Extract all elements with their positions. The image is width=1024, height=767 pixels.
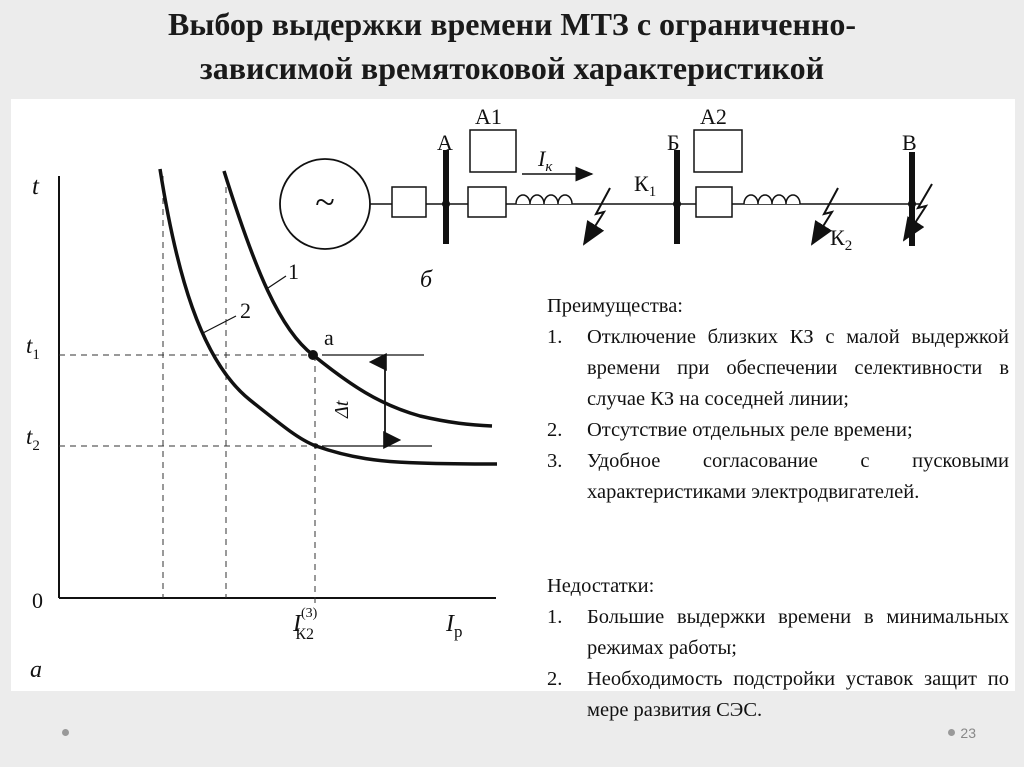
list-text: Необходимость подстройки уставок защит по мере развития СЭС.	[587, 668, 1009, 721]
breaker-3	[696, 187, 732, 217]
origin-label: 0	[32, 588, 43, 613]
list-item	[547, 446, 1009, 508]
nav-dot-left[interactable]	[62, 729, 69, 736]
point-a-label: a	[324, 325, 334, 350]
list-item	[547, 602, 1009, 664]
curve-2-label: 2	[240, 298, 251, 323]
fault-k1-label: $К_1$	[634, 171, 657, 200]
list-number: 2.	[547, 668, 563, 690]
graph-panel-label: a	[30, 657, 42, 683]
list-text: Большие выдержки времени в минимальных режимах работы;	[587, 606, 1009, 659]
relay-a2	[694, 130, 742, 172]
bus-b-label: Б	[667, 130, 680, 155]
disadvantages-heading: Недостатки:	[547, 575, 655, 597]
fault-current-arrow-label: $I_к$	[538, 146, 553, 175]
page-number: 23	[960, 725, 976, 741]
nav-dot-right[interactable]	[948, 729, 955, 736]
reactor-2	[744, 195, 800, 204]
breaker-1	[392, 187, 426, 217]
relay-a2-label: А2	[700, 104, 727, 129]
curve-1-label: 1	[288, 259, 299, 284]
bus-v-label: В	[902, 130, 917, 155]
delta-t-label: Δt	[331, 400, 353, 418]
fault-symbol-1	[584, 188, 610, 244]
breaker-2	[468, 187, 506, 217]
time-current-graph	[26, 169, 497, 683]
reactor-1	[516, 195, 572, 204]
generator-symbol: ~	[315, 182, 335, 222]
list-number: 1.	[547, 326, 563, 348]
advantages-list	[547, 291, 1009, 508]
schematic-panel-label: б	[420, 267, 433, 293]
title-line-1: Выбор выдержки времени МТЗ с ограниченно-	[167, 6, 856, 42]
list-text: Отключение близких КЗ с малой выдержкой времени при обеспечении селективности в случае КЗ на соседней линии;	[587, 326, 1009, 410]
point-t2	[314, 444, 319, 449]
relay-a1	[470, 130, 516, 172]
list-item	[547, 415, 1009, 446]
fault-k2-label: $К_2$	[830, 225, 853, 254]
t1-label: $t_1$	[26, 333, 40, 363]
list-text: Отсутствие отдельных реле времени;	[587, 419, 913, 441]
fault-current-label: $I^{(3)}$ К2	[293, 606, 318, 643]
fault-symbol-3	[904, 184, 932, 240]
list-text: Удобное согласование с пусковыми характеристиками электродвигателей.	[587, 450, 1009, 503]
t2-label: $t_2$	[26, 424, 40, 454]
advantages-heading: Преимущества:	[547, 295, 684, 317]
relay-a1-label: А1	[475, 104, 502, 129]
disadvantages-list	[547, 571, 1009, 726]
list-number: 1.	[547, 606, 563, 628]
list-item	[547, 664, 1009, 726]
list-number: 3.	[547, 450, 563, 472]
point-a	[308, 350, 318, 360]
y-axis-label: t	[32, 173, 39, 200]
list-number: 2.	[547, 419, 563, 441]
x-axis-label: $I_р$	[446, 611, 463, 641]
bus-a-label: А	[437, 130, 453, 155]
list-item	[547, 322, 1009, 415]
network-schematic	[280, 104, 932, 293]
title-line-2: зависимой времятоковой характеристикой	[199, 50, 825, 86]
